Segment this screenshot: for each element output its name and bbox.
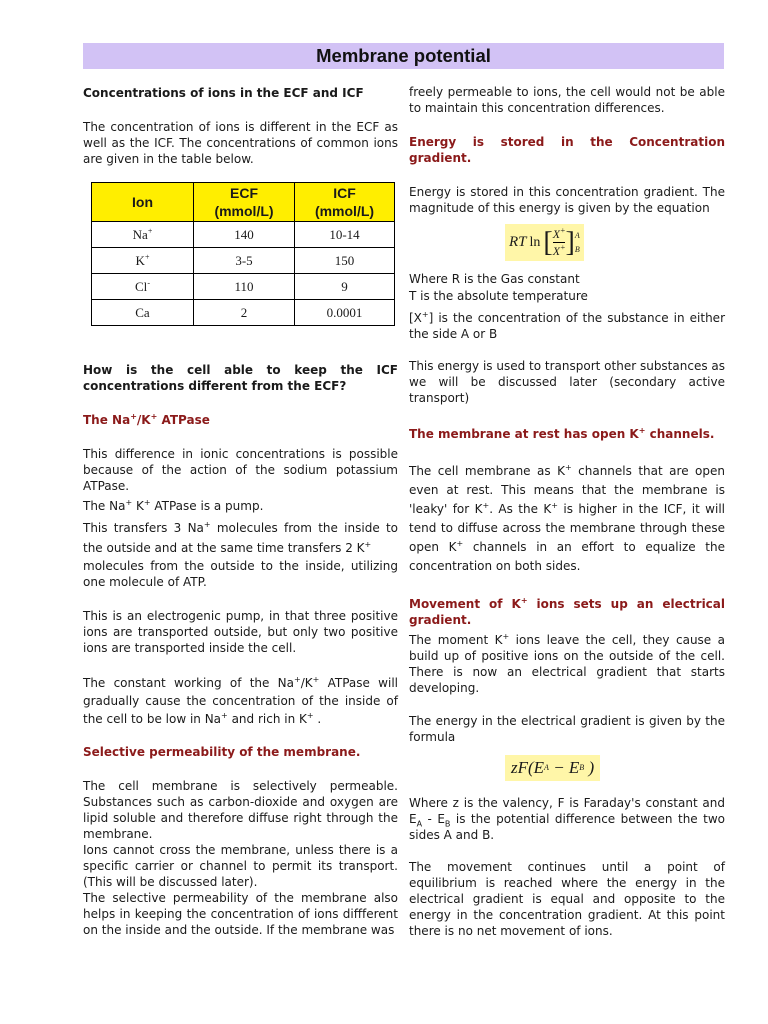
table-row [92,222,395,248]
table-row [92,274,395,300]
heading-atpase: The Na+/K+ ATPase [83,412,210,427]
paragraph-equilibrium: The movement continues until a point of equilibrium is reached where the energy in the electrical gradient is equal and opposite to the energy in the concentration gradient. At this point there is no net movement of ions. [409,860,725,938]
cell-icf: 9 [295,274,395,300]
cell-icf: 150 [295,248,395,274]
paragraph-atpase-2: The Na+ K+ ATPase is a pump. [83,498,264,513]
cell-ecf: 2 [194,300,295,326]
title-bar [83,43,724,69]
right-column [409,84,725,939]
header-icf: ICF (mmol/L) [295,183,395,222]
cell-icf: 10-14 [295,222,395,248]
paragraph-formula-label: The energy in the electrical gradient is given by the formula [409,714,725,744]
equation-rt-ln: RT ln [ $\frac{X^+}{X^+}$ ] A B [505,224,725,261]
cell-ecf: 110 [194,274,295,300]
cell-ecf: 3-5 [194,248,295,274]
ion-concentration-table [91,182,395,326]
heading-electrical-gradient: Movement of K+ ions sets up an electrical gradient. [409,596,726,627]
equation-zf: zF(E A − E B ) [505,755,725,781]
table-row [92,300,395,326]
paragraph-used: This energy is used to transport other substances as we will be discussed later (secondary active transport) [409,359,725,405]
cell-ion: K+ [92,248,194,274]
heading-open-k-channels: The membrane at rest has open K+ channels. [409,426,715,441]
cell-ion: Ca [92,300,194,326]
paragraph-atpase-3: This transfers 3 Na+ molecules from the inside to the outside and at the same time transfers 2 K+ [83,520,398,555]
paragraph-where-t: T is the absolute temperature [409,289,588,303]
paragraph-atpase-4: molecules from the outside to the inside, utilizing one molecule of ATP. [83,559,398,589]
cell-ecf: 140 [194,222,295,248]
paragraph-eq-where: Where z is the valency, F is Faraday's constant and $E_A - E_B$ is the potential difference between the two sides A and B. [409,796,725,842]
paragraph-selective-1: The cell membrane is selectively permeable. Substances such as carbon-dioxide and oxygen are lipid soluble and therefore diffuse right through the membrane. [83,779,398,841]
heading-concentrations: Concentrations of ions in the ECF and ICF [83,86,364,100]
paragraph-electrogenic: This is an electrogenic pump, in that three positive ions are transported outside, but only two positive ions are transported inside the cell. [83,609,398,655]
paragraph-where-x: [X+] is the concentration of the substance in either the side A or B [409,310,725,341]
paragraph-concentrations: The concentration of ions is different in the ECF as well as the ICF. The concentrations of common ions are given in the table below. [83,120,398,166]
table-row [92,248,395,274]
paragraph-energy: Energy is stored in this concentration gradient. The magnitude of this energy is given by the equation [409,185,725,215]
paragraph-atpase-1: This difference in ionic concentrations is possible because of the action of the sodium potassium ATPase. [83,447,398,493]
paragraph-where-r: Where R is the Gas constant [409,272,580,286]
paragraph-moment: The moment K+ ions leave the cell, they cause a build up of positive ions on the outside of the cell. There is now an electrical gradient that starts developing. [409,632,725,695]
paragraph-leaky: The cell membrane as K+ channels that are open even at rest. This means that the membrane is 'leaky' for K+. As the K+ is higher in the ICF, it will tend to diffuse across the membrane through these open K+ channels in an effort to equalize the concentration on both sides. [409,463,725,573]
paragraph-selective-2: Ions cannot cross the membrane, unless there is a specific carrier or channel to permit its transport. (This will be discussed later). [83,843,398,889]
left-column [83,84,398,938]
heading-energy-concentration: Energy is stored in the Concentration gradient. [409,135,725,165]
paragraph-selective-3: The selective permeability of the membrane also helps in keeping the concentration of ions diffferent on the inside and the outside. If the membrane was [83,891,398,937]
heading-selective-permeability: Selective permeability of the membrane. [83,745,361,759]
table-header-row [92,183,395,222]
paragraph-continued: freely permeable to ions, the cell would not be able to maintain this concentration differences. [409,85,725,115]
paragraph-constant-working: The constant working of the Na+/K+ ATPase will gradually cause the concentration of the inside of the cell to be low in Na+ and rich in K+ . [83,675,398,726]
question-keep-icf: How is the cell able to keep the ICF concentrations different from the ECF? [83,363,398,393]
cell-ion: Na+ [92,222,194,248]
header-ion: Ion [92,183,194,222]
header-ecf: ECF (mmol/L) [194,183,295,222]
cell-icf: 0.0001 [295,300,395,326]
page-title: Membrane potential [316,45,491,66]
cell-ion: Cl- [92,274,194,300]
